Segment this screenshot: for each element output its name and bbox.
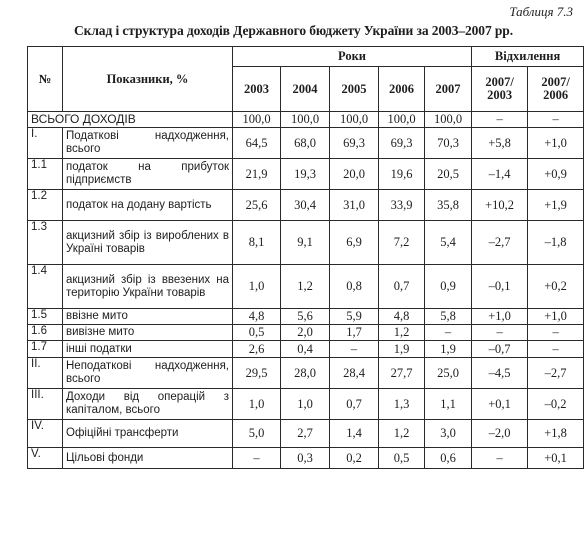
table-cell: – xyxy=(472,448,528,469)
table-cell: +1,0 xyxy=(472,309,528,325)
table-cell: 7,2 xyxy=(379,221,425,265)
table-cell: 21,9 xyxy=(233,159,281,190)
table-cell: 1,0 xyxy=(233,265,281,309)
table-cell: 69,3 xyxy=(379,128,425,159)
row-code: 1.4 xyxy=(28,265,63,309)
table-cell: 0,7 xyxy=(379,265,425,309)
table-cell: 0,4 xyxy=(281,341,330,358)
table-cell: +0,9 xyxy=(528,159,584,190)
table-cell: 1,2 xyxy=(379,420,425,448)
table-cell: 64,5 xyxy=(233,128,281,159)
table-cell: 6,9 xyxy=(330,221,379,265)
table-cell: – xyxy=(472,112,528,128)
table-cell: 5,0 xyxy=(233,420,281,448)
table-cell: 20,5 xyxy=(425,159,472,190)
table-cell: 0,2 xyxy=(330,448,379,469)
table-cell: 0,8 xyxy=(330,265,379,309)
row-code: 1.3 xyxy=(28,221,63,265)
table-cell: 100,0 xyxy=(330,112,379,128)
table-cell: 70,3 xyxy=(425,128,472,159)
table-cell: – xyxy=(233,448,281,469)
table-cell: 0,5 xyxy=(233,325,281,341)
table-cell: 0,6 xyxy=(425,448,472,469)
header-deviation-group: Відхилення xyxy=(472,47,584,67)
header-deviation: 2007/ 2003 xyxy=(472,67,528,112)
header-year: 2003 xyxy=(233,67,281,112)
table-cell: 1,9 xyxy=(425,341,472,358)
table-cell: 31,0 xyxy=(330,190,379,221)
row-indicator: вивізне мито xyxy=(63,325,233,341)
row-indicator: податок на додану вартість xyxy=(63,190,233,221)
row-indicator: акцизний збір із вироблених в Україні товарів xyxy=(63,221,233,265)
table-cell: 1,0 xyxy=(281,389,330,420)
header-year: 2007 xyxy=(425,67,472,112)
table-cell: 28,4 xyxy=(330,358,379,389)
table-cell: 2,0 xyxy=(281,325,330,341)
table-row xyxy=(28,448,584,469)
table-cell: – xyxy=(472,325,528,341)
table-cell: 3,0 xyxy=(425,420,472,448)
table-cell: – xyxy=(528,341,584,358)
header-row-top xyxy=(28,47,584,67)
table-cell: +0,2 xyxy=(528,265,584,309)
table-cell: 1,7 xyxy=(330,325,379,341)
row-code: 1.2 xyxy=(28,190,63,221)
table-cell: 5,9 xyxy=(330,309,379,325)
table-cell: 1,3 xyxy=(379,389,425,420)
row-code: 1.6 xyxy=(28,325,63,341)
table-cell: 1,9 xyxy=(379,341,425,358)
table-row xyxy=(28,221,584,265)
table-cell: –2,7 xyxy=(472,221,528,265)
table-cell: 1,2 xyxy=(379,325,425,341)
table-cell: +1,0 xyxy=(528,309,584,325)
table-cell: +10,2 xyxy=(472,190,528,221)
table-cell: – xyxy=(330,341,379,358)
row-code: 1.1 xyxy=(28,159,63,190)
table-cell: 1,2 xyxy=(281,265,330,309)
row-code: ІІІ. xyxy=(28,389,63,420)
table-cell: –4,5 xyxy=(472,358,528,389)
row-code: І. xyxy=(28,128,63,159)
table-cell: – xyxy=(425,325,472,341)
row-indicator: Офіційні трансферти xyxy=(63,420,233,448)
table-row xyxy=(28,325,584,341)
row-code: V. xyxy=(28,448,63,469)
table-cell: 0,9 xyxy=(425,265,472,309)
table-cell: 27,7 xyxy=(379,358,425,389)
table-cell: +0,1 xyxy=(528,448,584,469)
table-cell: 19,6 xyxy=(379,159,425,190)
table-cell: 20,0 xyxy=(330,159,379,190)
header-year: 2004 xyxy=(281,67,330,112)
table-caption: Таблиця 7.3 xyxy=(509,4,573,19)
table-row xyxy=(28,420,584,448)
table-cell: –0,7 xyxy=(472,341,528,358)
table-cell: 0,5 xyxy=(379,448,425,469)
header-year: 2005 xyxy=(330,67,379,112)
table-cell: 100,0 xyxy=(281,112,330,128)
table-cell: 4,8 xyxy=(233,309,281,325)
row-indicator: Цільові фонди xyxy=(63,448,233,469)
table-row xyxy=(28,190,584,221)
table-row xyxy=(28,128,584,159)
table-cell: 25,0 xyxy=(425,358,472,389)
row-indicator: акцизний збір із ввезених на територію України товарів xyxy=(63,265,233,309)
table-cell: 19,3 xyxy=(281,159,330,190)
table-cell: 30,4 xyxy=(281,190,330,221)
total-label: ВСЬОГО ДОХОДІВ xyxy=(28,112,233,128)
table-row xyxy=(28,159,584,190)
table-cell: –0,1 xyxy=(472,265,528,309)
table-cell: 2,6 xyxy=(233,341,281,358)
row-code: IV. xyxy=(28,420,63,448)
row-code: 1.5 xyxy=(28,309,63,325)
table-cell: 1,1 xyxy=(425,389,472,420)
table-cell: 100,0 xyxy=(379,112,425,128)
table-cell: +0,1 xyxy=(472,389,528,420)
table-body xyxy=(28,128,584,469)
table-row xyxy=(28,358,584,389)
table-cell: 0,7 xyxy=(330,389,379,420)
table-cell: –1,8 xyxy=(528,221,584,265)
row-code: ІІ. xyxy=(28,358,63,389)
row-indicator: Неподаткові надходження, всього xyxy=(63,358,233,389)
table-cell: – xyxy=(528,325,584,341)
row-indicator: Податкові надходження, всього xyxy=(63,128,233,159)
table-cell: 25,6 xyxy=(233,190,281,221)
table-title: Склад і структура доходів Державного бюджету України за 2003–2007 рр. xyxy=(74,23,513,38)
row-indicator: ввізне мито xyxy=(63,309,233,325)
table-row xyxy=(28,265,584,309)
table-row xyxy=(28,309,584,325)
table-cell: 35,8 xyxy=(425,190,472,221)
table-cell: 4,8 xyxy=(379,309,425,325)
table-cell: 68,0 xyxy=(281,128,330,159)
table-cell: –2,7 xyxy=(528,358,584,389)
budget-revenue-table xyxy=(27,46,584,469)
header-years-group: Роки xyxy=(233,47,472,67)
table-cell: – xyxy=(528,112,584,128)
table-row xyxy=(28,389,584,420)
table-cell: –2,0 xyxy=(472,420,528,448)
table-cell: 69,3 xyxy=(330,128,379,159)
table-cell: –0,2 xyxy=(528,389,584,420)
header-number: № xyxy=(28,47,63,112)
total-row xyxy=(28,112,584,128)
table-cell: 5,4 xyxy=(425,221,472,265)
table-cell: 5,6 xyxy=(281,309,330,325)
table-cell: 0,3 xyxy=(281,448,330,469)
table-cell: +1,8 xyxy=(528,420,584,448)
header-deviation: 2007/ 2006 xyxy=(528,67,584,112)
row-code: 1.7 xyxy=(28,341,63,358)
table-cell: +5,8 xyxy=(472,128,528,159)
table-cell: 5,8 xyxy=(425,309,472,325)
table-cell: 1,4 xyxy=(330,420,379,448)
row-indicator: податок на прибуток підприємств xyxy=(63,159,233,190)
row-indicator: інші податки xyxy=(63,341,233,358)
table-cell: 9,1 xyxy=(281,221,330,265)
header-indicators: Показники, % xyxy=(63,47,233,112)
table-cell: 100,0 xyxy=(425,112,472,128)
table-row xyxy=(28,341,584,358)
table-cell: +1,9 xyxy=(528,190,584,221)
table-cell: +1,0 xyxy=(528,128,584,159)
table-cell: –1,4 xyxy=(472,159,528,190)
table-cell: 28,0 xyxy=(281,358,330,389)
row-indicator: Доходи від операцій з капіталом, всього xyxy=(63,389,233,420)
header-year: 2006 xyxy=(379,67,425,112)
table-cell: 29,5 xyxy=(233,358,281,389)
table-cell: 1,0 xyxy=(233,389,281,420)
table-cell: 100,0 xyxy=(233,112,281,128)
table-cell: 33,9 xyxy=(379,190,425,221)
table-cell: 8,1 xyxy=(233,221,281,265)
table-cell: 2,7 xyxy=(281,420,330,448)
